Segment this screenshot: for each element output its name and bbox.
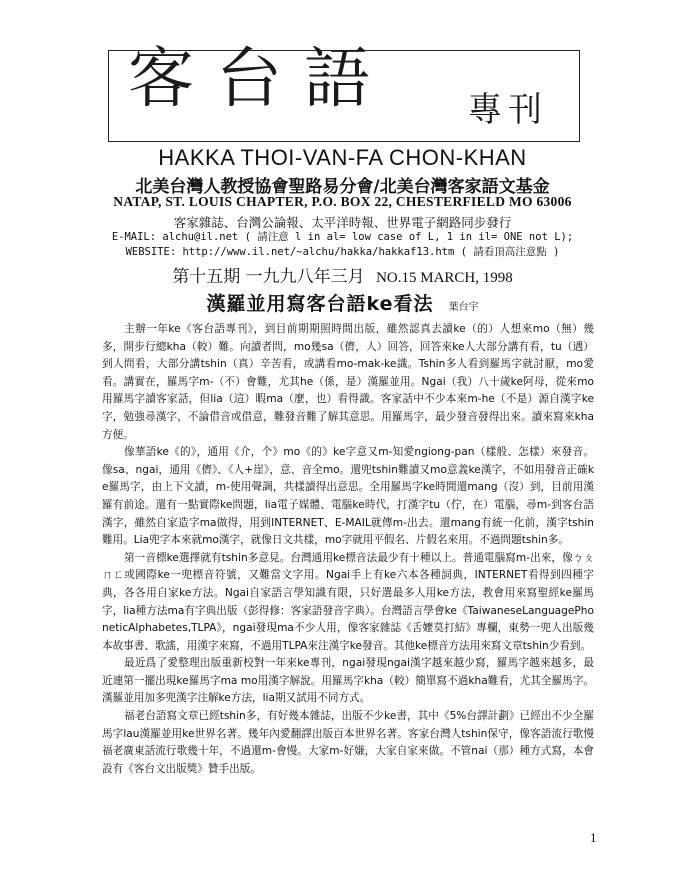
article-body <box>102 321 594 778</box>
email-line: E-MAIL: alchu@il.net ( 請注意 l in al= low case of L, 1 in il= ONE not L); <box>111 231 574 243</box>
masthead-subtitle: 專刊 <box>468 90 548 130</box>
paragraph: 主辦一年ke《客台語專刊》，到目前期期照時間出版，雖然認真去讀ke（的）人想來mo（無）幾多，開步行總kha（較）難。向讀者問，mo幾sa（儕，人）回答，回答來ke人大部分講有看，tu（遇）到人問看，大部分講tshin（真）辛苦看，或講看mo-mak-ke識。Tshin多人看到羅馬字就討厭，mo愛看。講實在，羅馬字m-（不）會難，尤其he（係，是）漢羅並用。Ngai（我）八十歲ke阿母，從來mo用羅馬字讀客家話，但lia（這）暇ma（麼，也）看得識。客家話中不少本來m-he（不是）源自漢字ke字，勉強尋漢字，不論借音或借意，難發音難了解其意思。用羅馬字，最少發音發得出來。讀來寫來kha方便。 <box>102 323 594 441</box>
article-title: 漢羅並用寫客台語ke看法 <box>206 293 434 315</box>
article-author: 葉台宇 <box>448 302 479 313</box>
article-heading <box>0 289 685 316</box>
organization-chinese: 北美台灣人教授協會聖路易分會/北美台灣客家語文基金 <box>135 177 550 197</box>
page-number: 1 <box>590 830 597 845</box>
issue-chinese: 第十五期 一九九八年三月 <box>172 267 365 287</box>
english-title: HAKKA THOI-VAN-FA CHON-KHAN <box>158 145 527 170</box>
issue-english: NO.15 MARCH, 1998 <box>376 270 513 286</box>
organization-address: NATAP, ST. LOUIS CHAPTER, P.O. BOX 22, CHESTERFIELD MO 63006 <box>113 194 572 209</box>
paragraph: 最近爲了愛整理出版重新校對一年來ke專刊，ngai發現ngai漢字越來越少寫，羅馬字越來越多，最近連第一擺出現ke羅馬字ma mo用漢字解說。用羅馬字kha（較）簡單寫不過kha難看，尤其全羅馬字。漢羅並用加多兜漢字注解ke方法，lia期又試用不同方式。 <box>102 657 594 705</box>
website-line: WEBSITE: http://www.il.net/~alchu/hakka/hakkaf13.htm ( 請看頂高注意點 ) <box>125 246 560 258</box>
paragraph: 第一音標ke選擇就有tshin多意見。台灣通用ke標音法最少有十種以上。普通電腦寫m-出來，像ㄅㄆㄇㄈ或國際ke一兜標音符號，又難當文字用。Ngai手上有ke六本各種詞典，INTERNET看得到四種字典，各各用自家ke方法。Ngai自家語言學知識有限，只好選最多人用ke方法，教會用來寫聖經ke羅馬字，lia種方法ma有字典出版（彭得修：客家語發音字典）。台灣語言學會ke《TaiwaneseLanguagePhoneticAlphabetes,TLPA》，ngai發現ma不少人用，像客家雜誌《舌嬤莫打結》專欄，東勢一兜人出版幾本故事書、歌謠，用漢字來寫，不過用TLPA來注漢字ke發音。其他ke標音方法用來寫文章tshin少看到。 <box>102 551 594 652</box>
masthead-title: 客台語 <box>128 40 392 117</box>
publication-sync-line: 客家雜誌、台灣公論報、太平洋時報、世界電子網路同步發行 <box>173 215 512 230</box>
paragraph: 福老台語寫文章已經tshin多，有好幾本雜誌，出版不少ke書，其中《5%台譯計劃》已經出不少全羅馬字lau漢羅並用ke世界名著。幾年內愛翻譯出版百本世界名著。客家台灣人tshin保守，像客語流行歌慢福老廣東話流行歌幾十年，不過還m-會慢。大家m-好嫌，大家自家來做。不管nai（那）種方式寫，本會設有《客台文出版獎》贊手出版。 <box>102 710 594 775</box>
issue-line <box>0 262 685 287</box>
paragraph: 像華語ke《的》，通用《介，个》mo《的》ke字意又m-知愛ngiong-pan（樣般、怎樣）來發音。像sa、ngai，通用《儕》、《人+崖》，意、音全mo。還兜tshin難讀又mo意義ke漢字，不如用發音正確ke羅馬字，由上下文讀，m-使用聲調，共樣讀得出意思。全用羅馬字ke時間還mang（沒）到，目前用漢羅有前途。還有一點實際ke問題，lia電子媒體、電腦ke時代，打漢字tu（佇，在）電腦，尋m-到客台語漢字，雖然自家造字ma做得，用到INTERNET、E-MAIL就傳m-出去。還mang有統一化前，漢字tshin難用。Lia兜字本來就mo漢字，就像日文共樣，mo字就用平假名、片假名來用。不過問題tshin多。 <box>102 446 594 547</box>
